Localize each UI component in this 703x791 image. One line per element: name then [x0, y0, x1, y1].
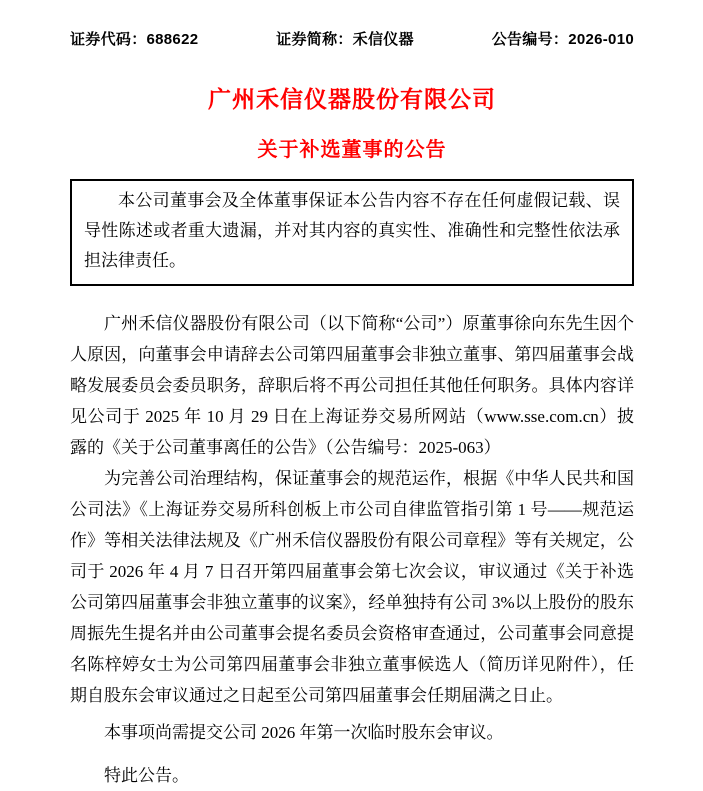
disclaimer-text: 本公司董事会及全体董事保证本公告内容不存在任何虚假记载、误导性陈述或者重大遗漏，并对其内容的真实性、准确性和完整性依法承担法律责任。 [84, 191, 620, 270]
stock-code: 证券代码：688622 [70, 31, 199, 48]
announcement-subject-title: 关于补选董事的公告 [257, 139, 447, 161]
paragraph-nomination-resolution: 为完善公司治理结构，保证董事会的规范运作，根据《中华人民共和国公司法》《上海证券交易所科创板上市公司自律监管指引第 1 号——规范运作》等相关法律法规及《广州禾信仪器股份有限公司章程》等有关规定，公司于 2026 年 4 月 7 日召开第四届董事会第七次会议，审议通过《关于补选公司第四届董事会非独立董事的议案》，经单独持有公司 3%以上股份的股东周振先生提名并由公司董事会提名委员会资格审查通过，公司董事会同意提名陈梓婷女士为公司第四届董事会非独立董事候选人（简历详见附件），任期自股东会审议通过之日起至公司第四届董事会任期届满之日止。 [70, 469, 634, 705]
paragraph-closing: 特此公告。 [104, 766, 189, 785]
document-body [70, 308, 634, 791]
announcement-number: 公告编号：2026-010 [491, 31, 634, 48]
disclaimer-box [70, 179, 634, 286]
document-header [70, 28, 634, 49]
paragraph-director-resignation: 广州禾信仪器股份有限公司（以下简称“公司”）原董事徐向东先生因个人原因，向董事会申请辞去公司第四届董事会非独立董事、第四届董事会战略发展委员会委员职务，辞职后将不再公司担任其他任何职务。具体内容详见公司于 2025 年 10 月 29 日在上海证券交易所网站（www.sse.com.cn）披露的《关于公司董事离任的公告》（公告编号：2025-063） [70, 314, 634, 457]
stock-short-name: 证券简称：禾信仪器 [276, 31, 414, 48]
company-name-title: 广州禾信仪器股份有限公司 [208, 86, 496, 112]
paragraph-shareholder-meeting: 本事项尚需提交公司 2026 年第一次临时股东会审议。 [104, 723, 504, 742]
